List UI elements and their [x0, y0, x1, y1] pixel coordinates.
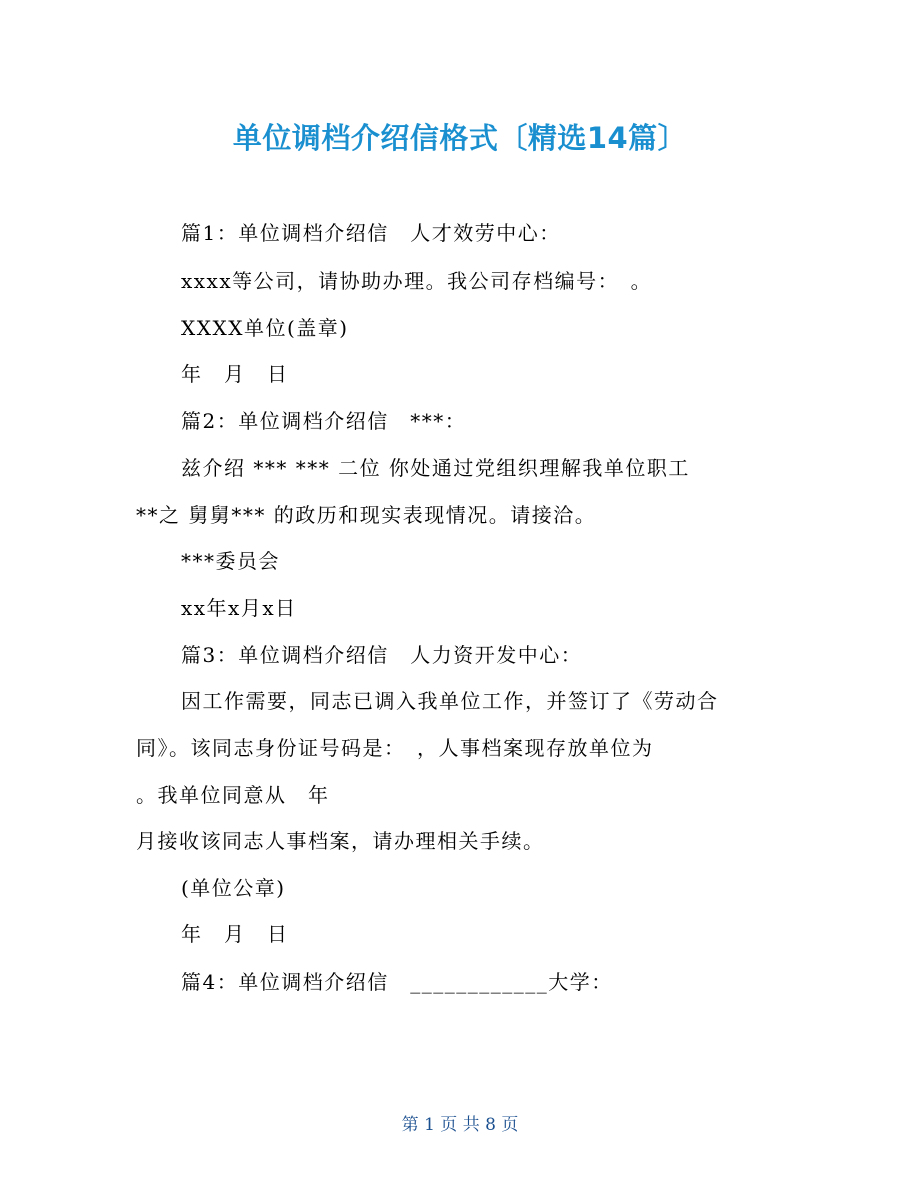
body-line: **之 舅舅*** 的政历和现实表现情况。请接洽。 [136, 503, 597, 527]
body-line: ***委员会 [181, 549, 280, 573]
page-footer: 第 1 页 共 8 页 [401, 1115, 519, 1135]
body-line: 年 月 日 [181, 922, 289, 946]
body-line: xxxx等公司，请协助办理。我公司存档编号： 。 [181, 269, 653, 293]
body-line: 篇2：单位调档介绍信 ***： [181, 409, 467, 433]
body-line: 篇3：单位调档介绍信 人力资开发中心： [181, 643, 583, 667]
body-line: 篇1：单位调档介绍信 人才效劳中心： [181, 221, 561, 245]
body-line: 篇4：单位调档介绍信 ____________大学： [181, 970, 613, 994]
body-line: 月接收该同志人事档案，请办理相关手续。 [136, 829, 545, 853]
page-title: 单位调档介绍信格式〔精选14篇〕 [232, 121, 688, 155]
body-line: XXXX单位(盖章) [181, 316, 349, 340]
body-line: 年 月 日 [181, 362, 289, 386]
body-line: 因工作需要，同志已调入我单位工作，并签订了《劳动合 [181, 689, 719, 713]
body-line: 。我单位同意从 年 [136, 783, 330, 807]
body-line: 兹介绍 *** *** 二位 你处通过党组织理解我单位职工 [181, 456, 690, 480]
body-line: (单位公章) [181, 876, 286, 900]
body-line: 同》。该同志身份证号码是： ，人事档案现存放单位为 [136, 736, 654, 760]
body-line: xx年x月x日 [181, 596, 297, 620]
